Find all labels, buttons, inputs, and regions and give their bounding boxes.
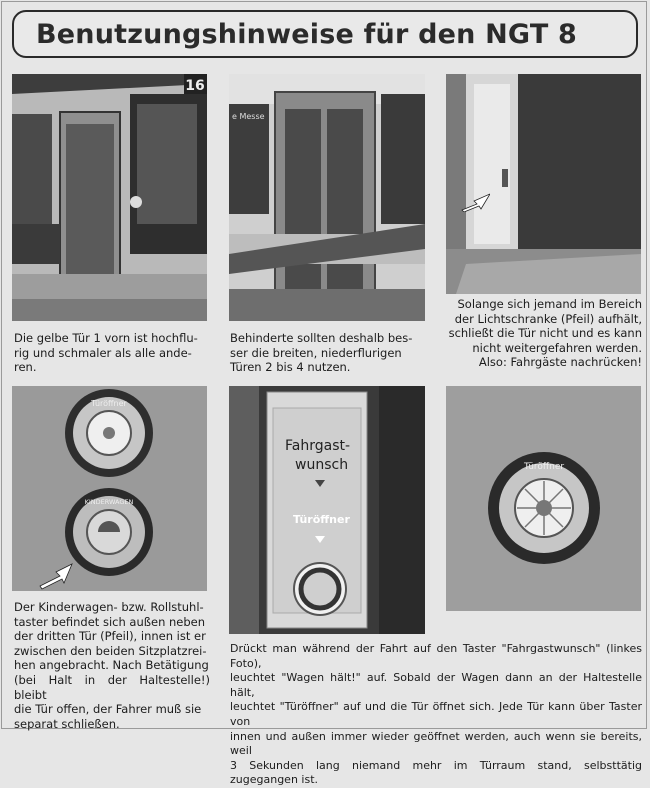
button-label-door: Türöffner bbox=[91, 399, 127, 408]
caption-line: leuchtet "Wagen hält!" auf. Sobald der Wagen dann an der Haltestelle hält, bbox=[230, 671, 642, 699]
photo-tram-doors bbox=[229, 74, 425, 321]
photo-single-button bbox=[446, 386, 641, 611]
page-title: Benutzungshinweise für den NGT 8 bbox=[36, 19, 578, 50]
caption-line: Drückt man während der Fahrt auf den Taster "Fahrgastwunsch" (linkes Foto), bbox=[230, 642, 642, 670]
caption-line: der dritten Tür (Pfeil), innen ist er bbox=[14, 629, 206, 644]
photo-light-barrier bbox=[446, 74, 641, 294]
caption-line: 3 Sekunden lang niemand mehr im Türraum stand, selbsttätig zugegangen ist. bbox=[230, 758, 642, 787]
caption-line: Der Kinderwagen- bzw. Rollstuhl- bbox=[14, 600, 204, 614]
caption-line: zwischen den beiden Sitzplatzrei- bbox=[14, 643, 207, 658]
photo-button-pair bbox=[12, 386, 207, 591]
panel-label-request-1: Fahrgast- bbox=[285, 438, 351, 454]
caption-line: Behinderte sollten deshalb bes- bbox=[230, 331, 413, 345]
caption-line: Also: Fahrgäste nachrücken! bbox=[478, 355, 642, 370]
caption-line: Solange sich jemand im Bereich bbox=[457, 297, 642, 311]
caption-light-barrier bbox=[446, 297, 642, 370]
caption-line: hen angebracht. Nach Betätigung bbox=[14, 658, 209, 673]
caption-line: (bei Halt in der Haltestelle!) bleibt bbox=[14, 672, 210, 702]
caption-line: die Tür offen, der Fahrer muß sie bbox=[14, 702, 202, 717]
photo-tram-front bbox=[12, 74, 207, 321]
caption-line: ser die breiten, niederflurigen bbox=[230, 345, 402, 360]
button-label-single: Türöffner bbox=[523, 462, 565, 472]
caption-line: nicht weitergefahren werden. bbox=[472, 340, 642, 355]
caption-line: innen und außen immer wieder geöffnet werden, auch wenn sie bereits, weil bbox=[230, 729, 642, 758]
caption-line: ren. bbox=[14, 360, 37, 375]
destination-sign: e Messe bbox=[232, 112, 265, 121]
caption-door-one bbox=[14, 331, 210, 375]
panel-label-door: Türöffner bbox=[293, 513, 350, 526]
photo-request-panel bbox=[229, 386, 425, 634]
caption-line: taster befindet sich außen neben bbox=[14, 614, 206, 629]
route-number: 16 bbox=[185, 78, 205, 94]
caption-line: separat schließen. bbox=[14, 716, 120, 731]
caption-line: schließt die Tür nicht und es kann bbox=[448, 326, 642, 341]
title-box bbox=[12, 10, 638, 58]
caption-line: leuchtet "Türöffner" auf und die Tür öffnet sich. Jede Tür kann über Taster von bbox=[230, 700, 642, 728]
caption-line: Türen 2 bis 4 nutzen. bbox=[230, 360, 351, 375]
caption-line: Die gelbe Tür 1 vorn ist hochflu- bbox=[14, 331, 198, 345]
caption-line: rig und schmaler als alle ande- bbox=[14, 345, 192, 360]
caption-line: der Lichtschranke (Pfeil) aufhält, bbox=[454, 311, 642, 326]
button-label-pram: KINDERWAGEN bbox=[84, 498, 134, 506]
panel-label-request-2: wunsch bbox=[295, 457, 349, 473]
caption-low-floor-doors bbox=[230, 331, 426, 375]
caption-pram-button bbox=[14, 600, 210, 731]
caption-request-button bbox=[230, 642, 642, 788]
